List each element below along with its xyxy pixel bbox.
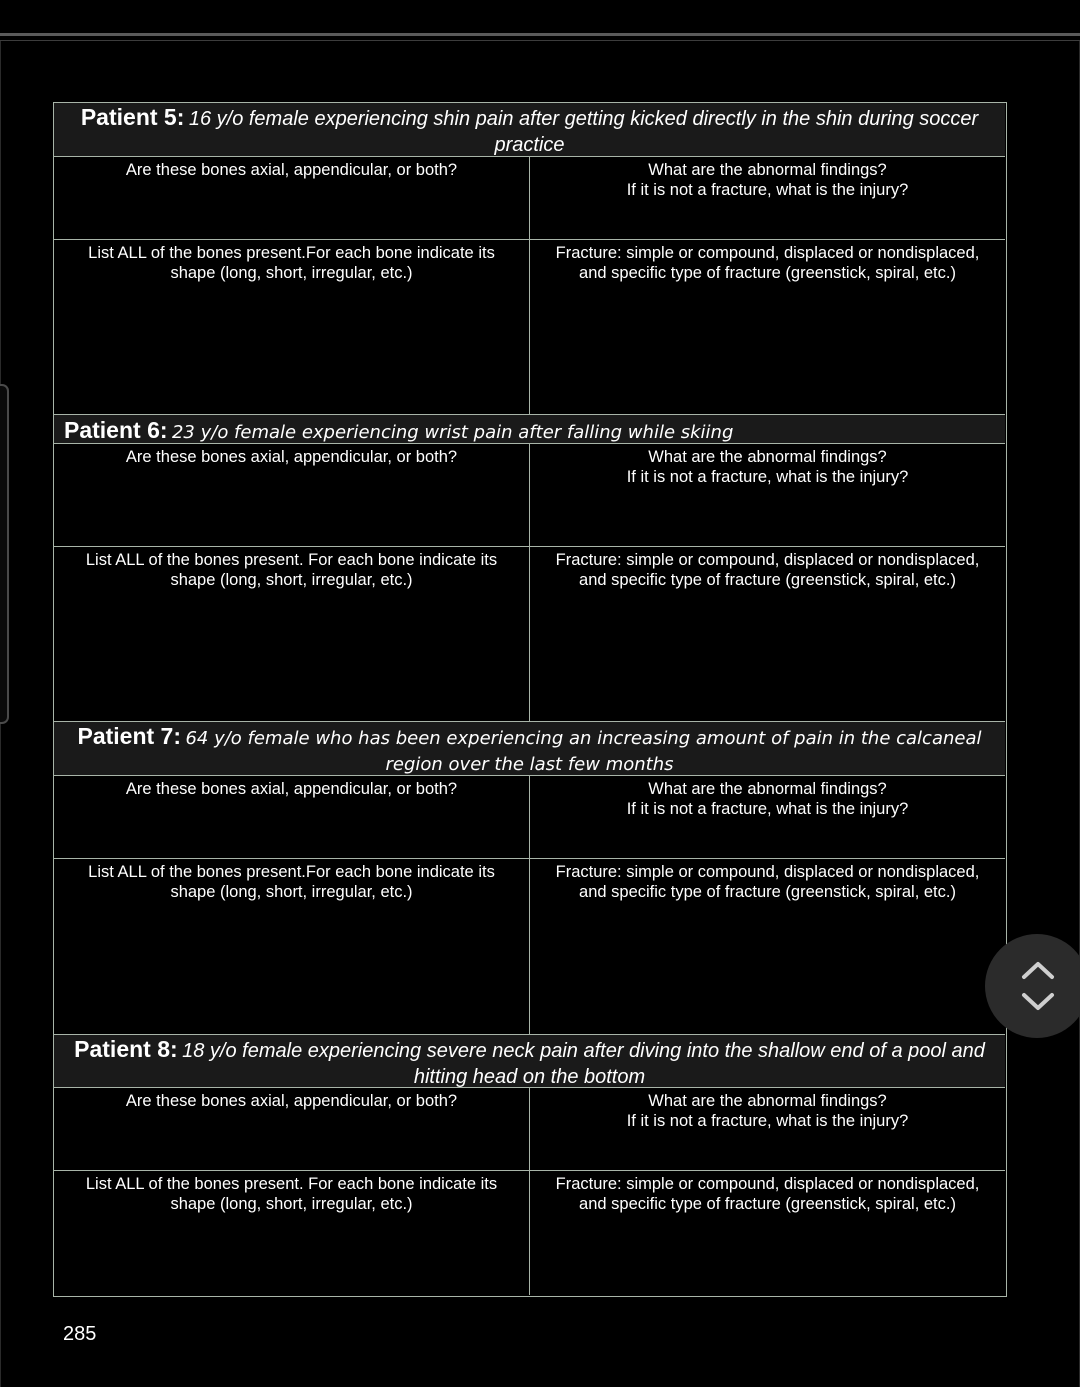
bones-question: List ALL of the bones present.For each bone indicate its [88, 863, 495, 881]
injury-question: If it is not a fracture, what is the injury? [626, 468, 909, 486]
findings-question: What are the abnormal findings? [648, 448, 887, 466]
patient-7-axial-cell[interactable] [54, 776, 529, 858]
patient-7-description: 64 y/o female who has been experiencing an increasing amount of pain in the calcaneal region over the last few months [185, 728, 982, 775]
page-nav-control [985, 934, 1080, 1038]
patient-6-description: 23 y/o female experiencing wrist pain after falling while skiing [171, 422, 734, 443]
fracture-type-question: and specific type of fracture (greenstick, spiral, etc.) [579, 264, 956, 282]
fracture-type-question: and specific type of fracture (greenstick, spiral, etc.) [579, 883, 956, 901]
chevron-up-icon[interactable] [1021, 959, 1055, 981]
patient-6-axial-cell[interactable] [54, 444, 529, 546]
axial-question: Are these bones axial, appendicular, or both? [125, 780, 458, 798]
findings-question: What are the abnormal findings? [648, 780, 887, 798]
patient-5-axial-cell[interactable] [54, 157, 529, 239]
bones-shape-question: shape (long, short, irregular, etc.) [170, 883, 413, 901]
findings-question: What are the abnormal findings? [648, 1092, 887, 1110]
patient-8-findings-cell[interactable] [529, 1088, 1005, 1170]
worksheet-table [53, 102, 1007, 1297]
patient-5-bones-cell[interactable] [54, 240, 529, 414]
patient-6-findings-cell[interactable] [529, 444, 1005, 546]
bones-question: List ALL of the bones present.For each bone indicate its [88, 244, 495, 262]
bones-shape-question: shape (long, short, irregular, etc.) [170, 264, 413, 282]
patient-8-axial-cell[interactable] [54, 1088, 529, 1170]
patient-7-fracture-cell[interactable] [529, 859, 1005, 1034]
viewer-top-bar [0, 0, 1080, 36]
injury-question: If it is not a fracture, what is the injury? [626, 800, 909, 818]
injury-question: If it is not a fracture, what is the injury? [626, 181, 909, 199]
patient-6-title: Patient 6: [64, 417, 168, 443]
axial-question: Are these bones axial, appendicular, or both? [125, 161, 458, 179]
fracture-type-question: and specific type of fracture (greenstick, spiral, etc.) [579, 571, 956, 589]
patient-5-description: 16 y/o female experiencing shin pain after getting kicked directly in the shin during soccer practice [188, 108, 979, 156]
page-number: 285 [63, 1323, 97, 1345]
patient-6-header [54, 414, 1005, 444]
bones-shape-question: shape (long, short, irregular, etc.) [170, 571, 413, 589]
patient-5-header [54, 103, 1005, 157]
findings-question: What are the abnormal findings? [648, 161, 887, 179]
axial-question: Are these bones axial, appendicular, or both? [125, 448, 458, 466]
fracture-question: Fracture: simple or compound, displaced or nondisplaced, [555, 863, 980, 881]
bones-shape-question: shape (long, short, irregular, etc.) [170, 1195, 413, 1213]
patient-8-title: Patient 8: [74, 1036, 178, 1062]
patient-8-fracture-cell[interactable] [529, 1171, 1005, 1295]
bones-question: List ALL of the bones present. For each bone indicate its [85, 551, 498, 569]
fracture-question: Fracture: simple or compound, displaced or nondisplaced, [555, 244, 980, 262]
patient-6-fracture-cell[interactable] [529, 547, 1005, 721]
fracture-type-question: and specific type of fracture (greenstick, spiral, etc.) [579, 1195, 956, 1213]
patient-7-header [54, 721, 1005, 776]
patient-7-bones-cell[interactable] [54, 859, 529, 1034]
patient-7-findings-cell[interactable] [529, 776, 1005, 858]
patient-7-title: Patient 7: [77, 723, 182, 749]
bones-question: List ALL of the bones present. For each bone indicate its [85, 1175, 498, 1193]
patient-5-title: Patient 5: [80, 104, 185, 130]
patient-5-fracture-cell[interactable] [529, 240, 1005, 414]
fracture-question: Fracture: simple or compound, displaced or nondisplaced, [555, 551, 980, 569]
fracture-question: Fracture: simple or compound, displaced or nondisplaced, [555, 1175, 980, 1193]
patient-6-bones-cell[interactable] [54, 547, 529, 721]
patient-8-bones-cell[interactable] [54, 1171, 529, 1295]
patient-5-findings-cell[interactable] [529, 157, 1005, 239]
chevron-down-icon[interactable] [1021, 991, 1055, 1013]
injury-question: If it is not a fracture, what is the injury? [626, 1112, 909, 1130]
patient-8-header [54, 1034, 1005, 1088]
side-panel-handle[interactable] [0, 384, 9, 724]
axial-question: Are these bones axial, appendicular, or both? [125, 1092, 458, 1110]
patient-8-description: 18 y/o female experiencing severe neck pain after diving into the shallow end of a pool and hitting head on the bottom [182, 1040, 985, 1088]
